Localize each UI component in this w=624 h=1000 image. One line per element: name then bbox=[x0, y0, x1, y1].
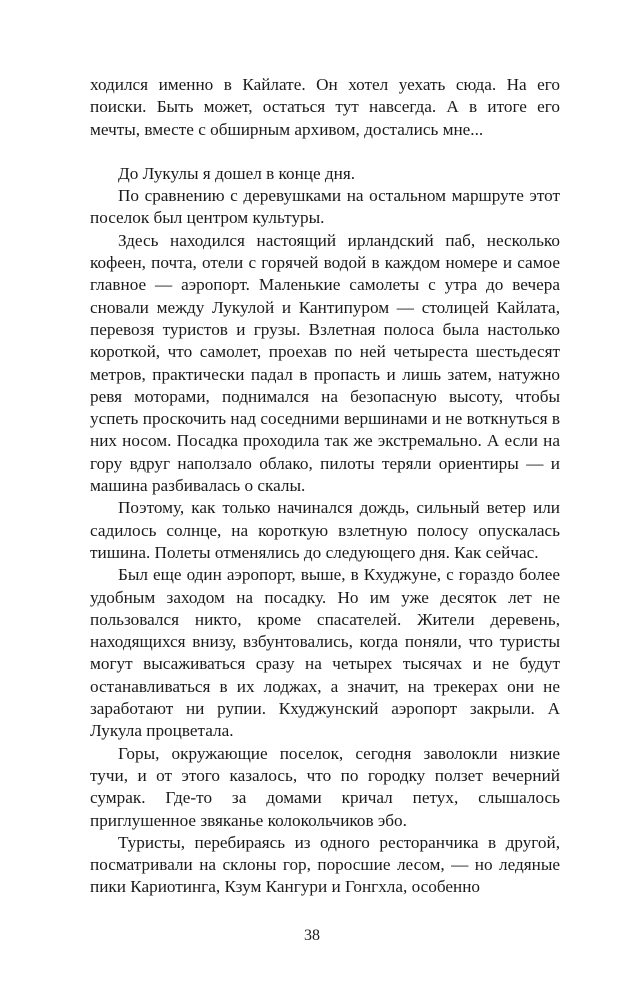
paragraph: Здесь находился настоящий ирландский паб, несколько кофеен, почта, отели с горячей водой в каждом номере и самое главное — аэропорт. Маленькие самолеты с утра до вечера сновали между Лукулой и Кантипуром — столицей Кайлата, перевозя туристов и грузы. Взлетная полоса была настолько короткой, что самолет, проехав по ней четыреста шестьдесят метров, практически падал в пропасть и лишь затем, натужно ревя моторами, поднимался на безопасную высоту, чтобы успеть проскочить над соседними вершинами и не воткнуться в них носом. Посадка проходила так же экстремально. А если на гору вдруг наползало облако, пилоты теряли ориентиры — и машина разбивалась о скалы. bbox=[90, 230, 560, 496]
paragraph: Был еще один аэропорт, выше, в Кхуджуне, с гораздо более удобным заходом на посадку. Но им уже десяток лет не пользовался никто, кроме спасателей. Жители деревень, находящихся внизу, взбунтовались, когда поняли, что туристы могут высаживаться сразу на четырех тысячах и не будут останавливаться в их лоджах, а значит, на трекерах они не заработают ни рупии. Кхуджунский аэропорт закрыли. А Лукула процветала. bbox=[90, 565, 560, 741]
paragraph: До Лукулы я дошел в конце дня. bbox=[118, 163, 356, 183]
paragraph: По сравнению с деревушками на остальном маршруте этот поселок был центром культуры. bbox=[90, 186, 560, 228]
paragraph: Горы, окружающие поселок, сегодня заволокли низкие тучи, и от этого казалось, что по городку ползет вечерний сумрак. Где-то за домами кричал петух, слышалось приглушенное звяканье колокольчиков эбо. bbox=[90, 743, 560, 830]
body-text bbox=[90, 74, 560, 899]
paragraph: Поэтому, как только начинался дождь, сильный ветер или садилось солнце, на короткую взлетную полосу опускалась тишина. Полеты отменялись до следующего дня. Как сейчас. bbox=[90, 498, 560, 562]
paragraph: Туристы, перебираясь из одного ресторанчика в другой, посматривали на склоны гор, поросшие лесом, — но ледяные пики Кариотинга, Кзум Кангури и Гонгхла, особенно bbox=[90, 832, 560, 897]
page-number: 38 bbox=[304, 927, 320, 944]
paragraph-continuation: ходился именно в Кайлате. Он хотел уехать сюда. На его поиски. Быть может, остаться тут навсегда. А в итоге его мечты, вместе с обширным архивом, достались мне... bbox=[90, 75, 560, 139]
